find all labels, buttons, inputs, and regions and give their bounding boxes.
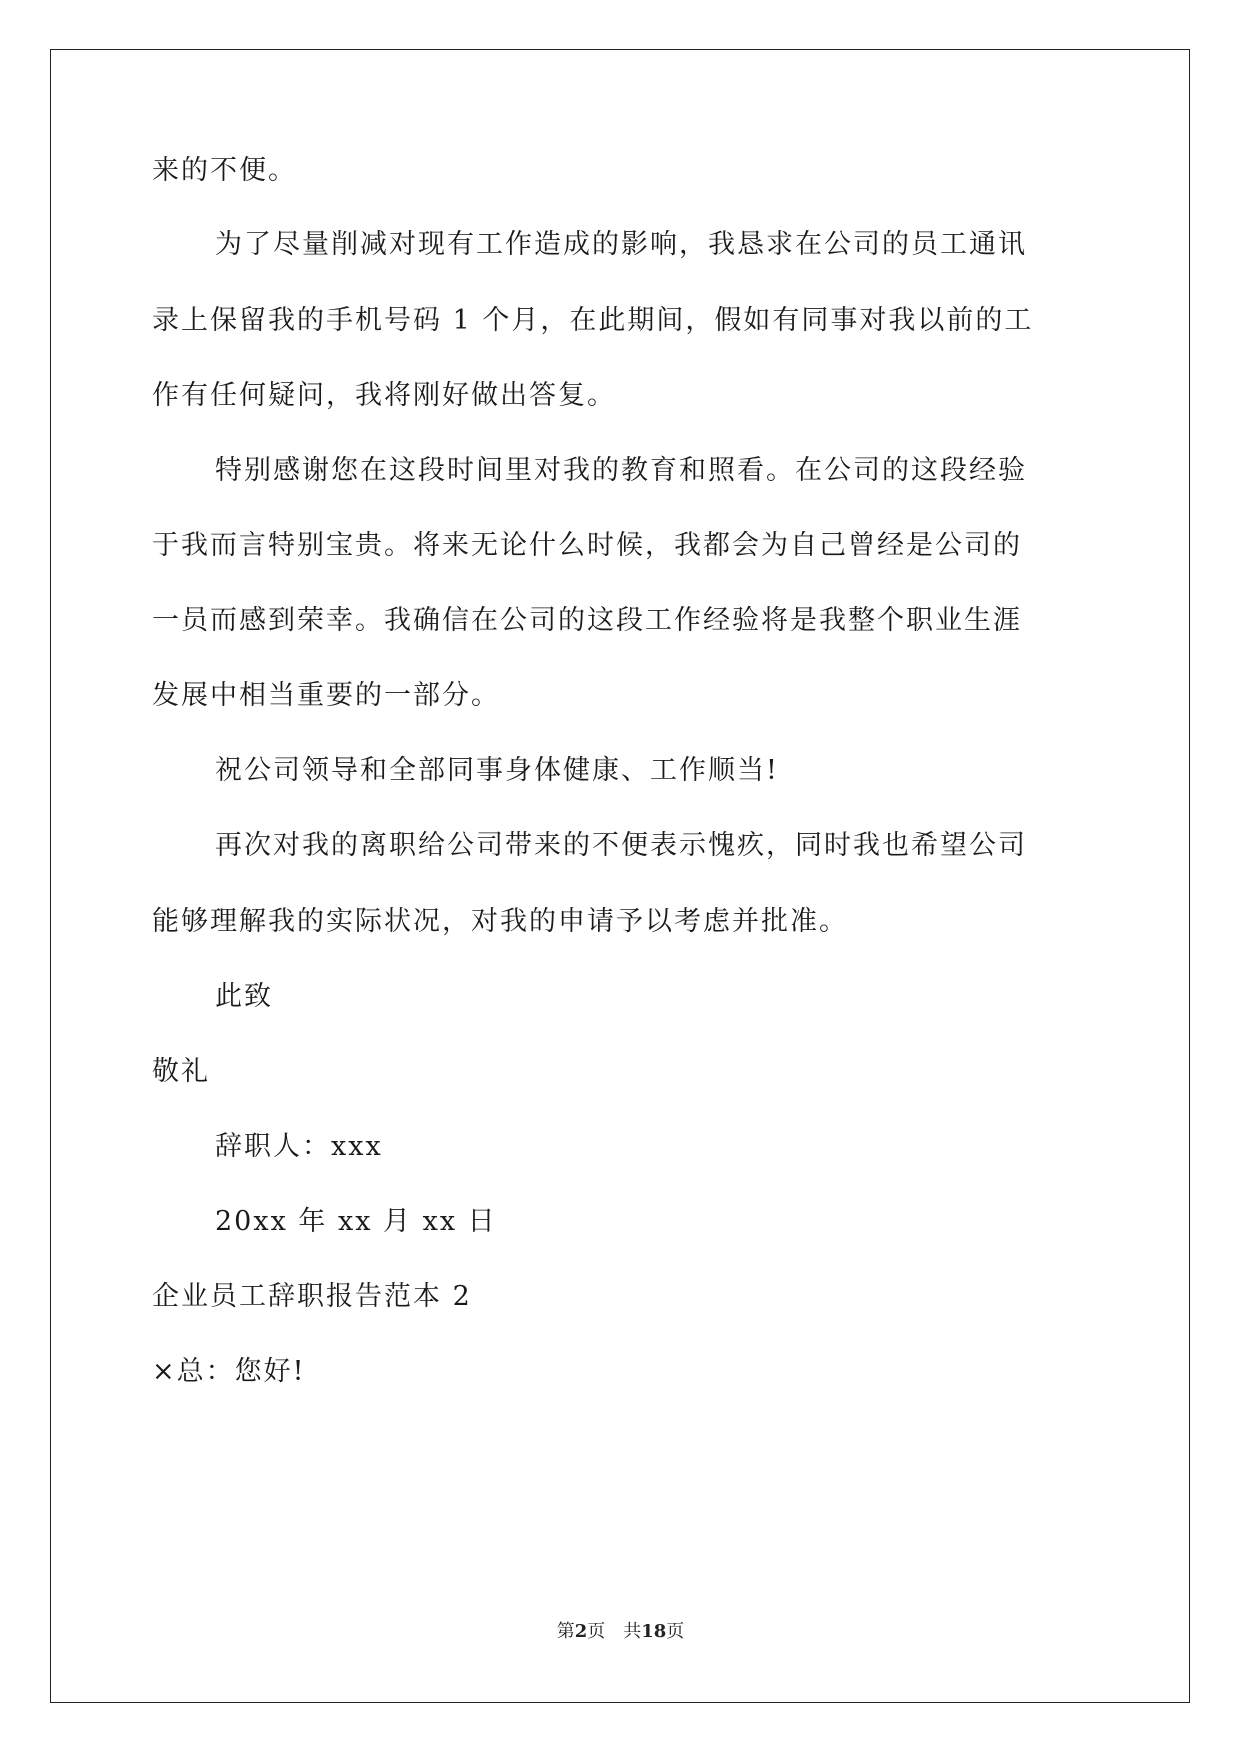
footer-total-prefix: 共 [623, 1621, 642, 1642]
body-line-11: 能够理解我的实际状况，对我的申请予以考虑并批准。 [152, 906, 848, 937]
body-line-10: 再次对我的离职给公司带来的不便表示愧疚，同时我也希望公司 [215, 830, 1027, 861]
body-line-2: 为了尽量削减对现有工作造成的影响，我恳求在公司的员工通讯 [215, 229, 1027, 260]
footer-total-number: 18 [641, 1621, 667, 1642]
signature-name: 辞职人：xxx [215, 1131, 383, 1162]
footer-page-suffix: 页 [587, 1621, 606, 1642]
section-title: 企业员工辞职报告范本 2 [152, 1281, 472, 1312]
footer-page-prefix: 第 [556, 1621, 575, 1642]
closing-regards: 敬礼 [152, 1056, 210, 1087]
page-footer [0, 1620, 1241, 1644]
body-line-4: 作有任何疑问，我将刚好做出答复。 [152, 380, 616, 411]
greeting-line: ×总：您好! [152, 1356, 306, 1387]
footer-total-suffix: 页 [666, 1621, 685, 1642]
body-line-3: 录上保留我的手机号码 1 个月，在此期间，假如有同事对我以前的工 [152, 305, 1034, 336]
body-line-6: 于我而言特别宝贵。将来无论什么时候，我都会为自己曾经是公司的 [152, 530, 1022, 561]
footer-page-number: 2 [574, 1621, 588, 1642]
body-line-7: 一员而感到荣幸。我确信在公司的这段工作经验将是我整个职业生涯 [152, 605, 1022, 636]
body-line-1: 来的不便。 [152, 155, 297, 186]
body-line-5: 特别感谢您在这段时间里对我的教育和照看。在公司的这段经验 [215, 455, 1027, 486]
body-line-8: 发展中相当重要的一部分。 [152, 680, 500, 711]
page-frame [50, 49, 1190, 1703]
signature-date: 20xx 年 xx 月 xx 日 [215, 1206, 497, 1237]
body-line-9: 祝公司领导和全部同事身体健康、工作顺当! [215, 755, 779, 786]
closing-salutation: 此致 [215, 981, 273, 1012]
